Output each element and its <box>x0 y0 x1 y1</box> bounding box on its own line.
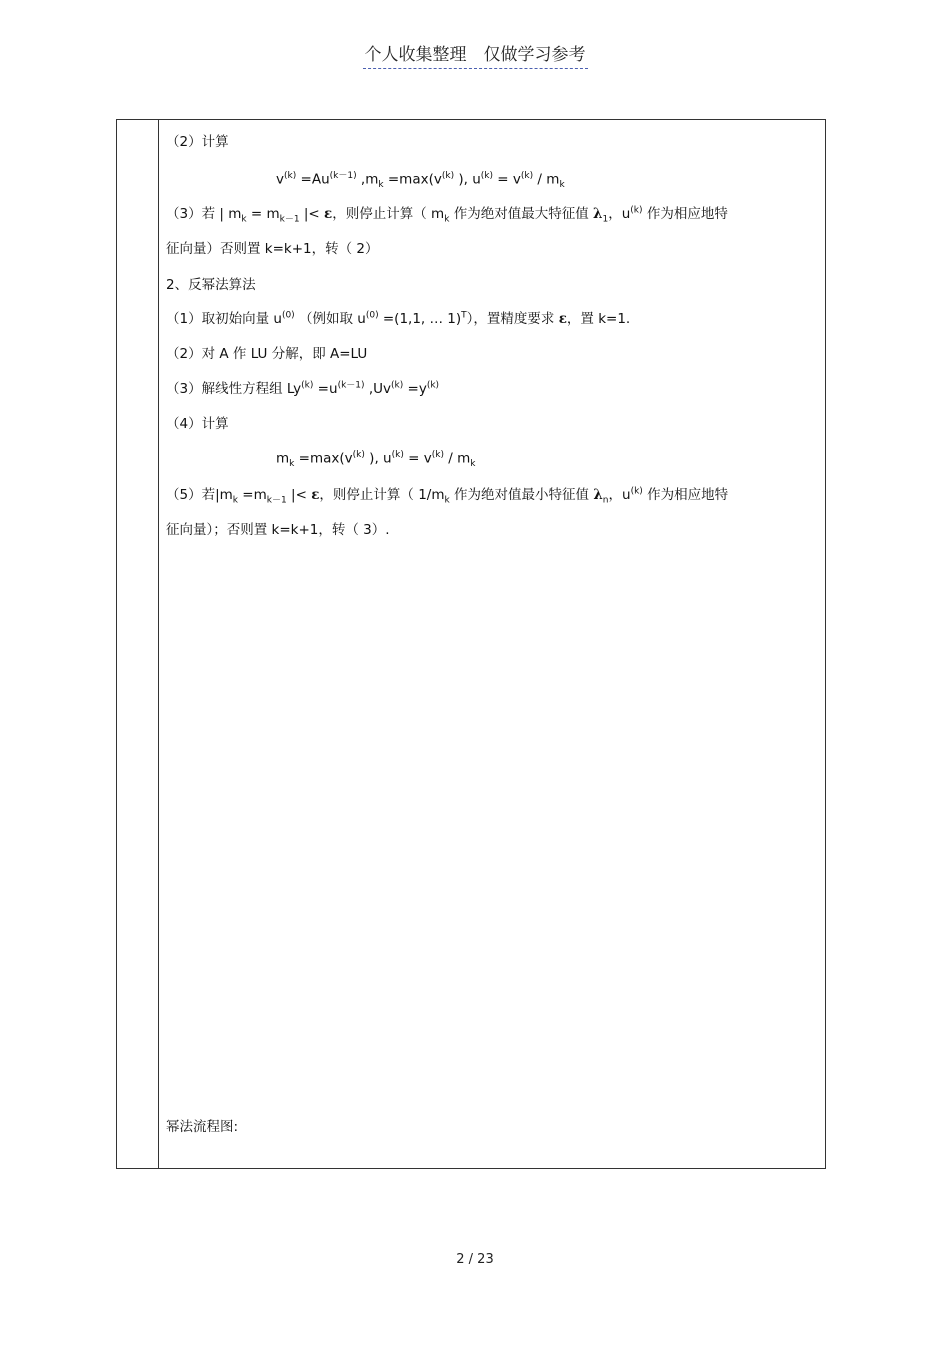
inverse-step-2: （2）对 A 作 LU 分解，即 A=LU <box>166 346 368 362</box>
section-inverse-power-title: 2、反幂法算法 <box>166 277 256 293</box>
page-number: 2 / 23 <box>456 1252 494 1267</box>
inverse-step-5-continued: 征向量）；否则置 k=k+1，转（ 3）. <box>166 522 390 538</box>
step-2-compute: （2）计算 <box>166 134 229 150</box>
inverse-step-5: （5）若$|m_k =m_{k-1}$ |< ε，则停止计算（ $1/m_k$ 作为绝对值最小特征值 $\lambda_n$，$u^{(k)}$ 作为相应地特 <box>166 486 729 506</box>
formula-inverse-iteration: $m_k =\max(v^{(k)}$ ), $u^{(k)} = v^{(k)} / m_k$ <box>276 450 476 470</box>
table-column-divider <box>158 119 159 1169</box>
flowchart-label: 幂法流程图: <box>166 1119 239 1135</box>
inverse-step-1: （1）取初始向量 $u^{(0)}$ （例如取 $u^{(0)} =(1,1$, … 1)$^T$），置精度要求 ε，置 k=1. <box>166 310 631 327</box>
step-3-continued: 征向量）否则置 k=k+1，转（ 2） <box>166 241 379 257</box>
inverse-step-3: （3）解线性方程组 $Ly^{(k)} =u^{(k-1)}$ $,Uv^{(k)} =y^{(k)}$ <box>166 380 440 397</box>
page-header <box>0 40 950 69</box>
header-title: 个人收集整理 仅做学习参考 <box>363 40 588 69</box>
inverse-step-4: （4）计算 <box>166 416 229 432</box>
step-3-stop-condition: （3）若 | $m_k = m_{k-1}$ |< ε，则停止计算（ $m_k$ 作为绝对值最大特征值 $\lambda_1$，$u^{(k)}$ 作为相应地特 <box>166 205 728 225</box>
formula-power-iteration: $v^{(k)} =Au^{(k-1)}$ $,m_k =\max(v^{(k)}$ ), $u^{(k)} = v^{(k)} / m_k$ <box>276 171 565 191</box>
